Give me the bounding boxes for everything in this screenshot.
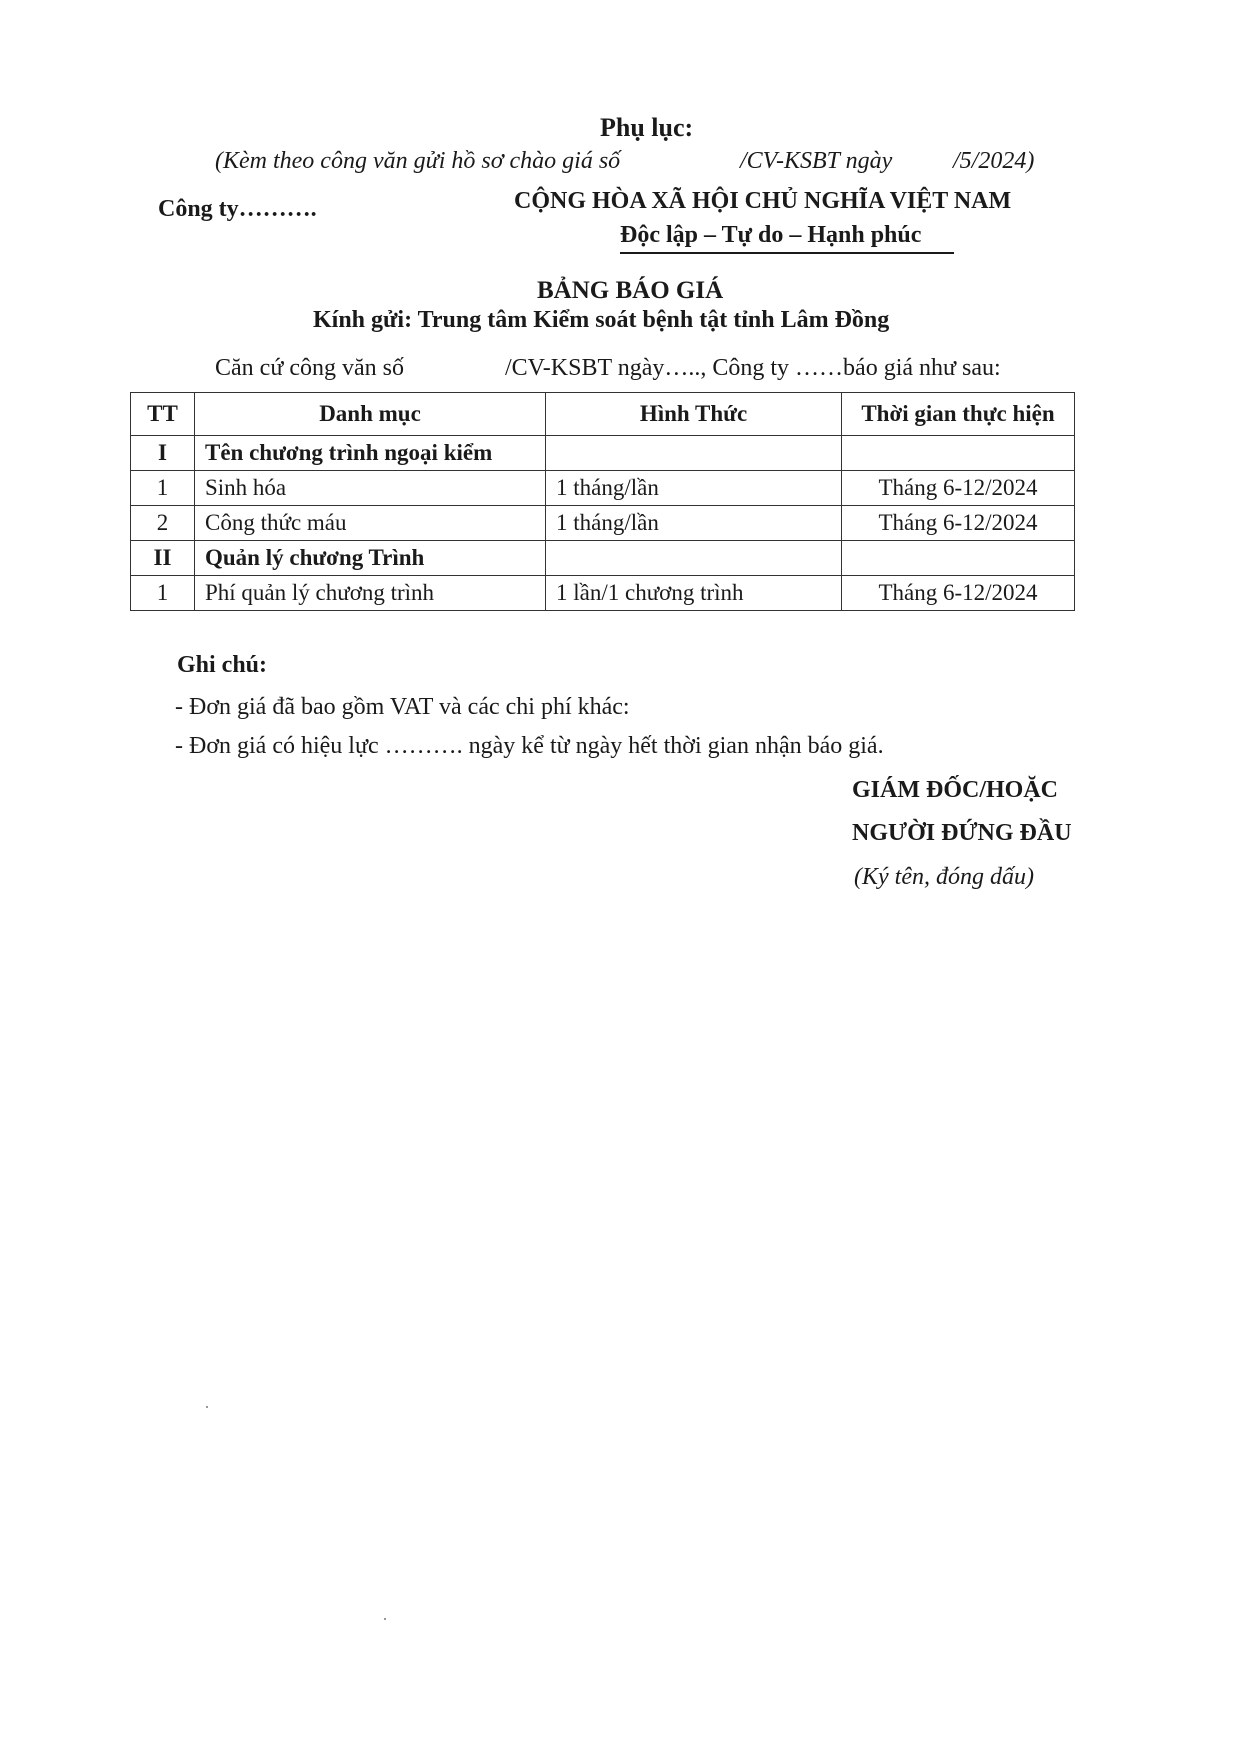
signature-note: (Ký tên, đóng dấu) [854, 864, 1034, 890]
table-row [131, 541, 1075, 576]
note-item: - Đơn giá có hiệu lực ………. ngày kể từ ngày hết thời gian nhận báo giá. [175, 733, 884, 759]
scan-speck [384, 1618, 386, 1620]
basis-part1: Căn cứ công văn số [215, 355, 404, 381]
row-time: Tháng 6-12/2024 [842, 576, 1075, 611]
row-tt: 2 [131, 506, 195, 541]
table-row [131, 471, 1075, 506]
header-item: Danh mục [195, 393, 546, 436]
signer-title-line2: NGƯỜI ĐỨNG ĐẦU [852, 820, 1072, 846]
row-item: Công thức máu [195, 506, 546, 541]
note-item: - Đơn giá đã bao gồm VAT và các chi phí khác: [175, 694, 630, 720]
signer-title-line1: GIÁM ĐỐC/HOẶC [852, 777, 1058, 803]
row-form [546, 541, 842, 576]
table-row [131, 436, 1075, 471]
appendix-title: Phụ lục: [600, 113, 694, 142]
header-time: Thời gian thực hiện [842, 393, 1075, 436]
recipient-line: Kính gửi: Trung tâm Kiểm soát bệnh tật tỉnh Lâm Đồng [313, 307, 890, 333]
row-form: 1 lần/1 chương trình [546, 576, 842, 611]
row-form [546, 436, 842, 471]
row-tt: II [131, 541, 195, 576]
row-time: Tháng 6-12/2024 [842, 471, 1075, 506]
nation-heading: CỘNG HÒA XÃ HỘI CHỦ NGHĨA VIỆT NAM [514, 188, 1012, 214]
company-name: Công ty………. [158, 196, 317, 222]
row-form: 1 tháng/lần [546, 506, 842, 541]
scan-speck [206, 1406, 208, 1408]
row-time [842, 541, 1075, 576]
row-tt: 1 [131, 576, 195, 611]
header-tt: TT [131, 393, 195, 436]
row-item: Sinh hóa [195, 471, 546, 506]
row-time: Tháng 6-12/2024 [842, 506, 1075, 541]
row-item: Tên chương trình ngoại kiểm [195, 436, 546, 471]
table-row [131, 576, 1075, 611]
notes-title: Ghi chú: [177, 652, 268, 678]
appendix-ref-part1: (Kèm theo công văn gửi hồ sơ chào giá số [215, 148, 621, 174]
table-row [131, 506, 1075, 541]
document-title: BẢNG BÁO GIÁ [537, 277, 724, 304]
basis-line [215, 355, 1075, 385]
motto-underline [620, 252, 954, 254]
row-form: 1 tháng/lần [546, 471, 842, 506]
row-time [842, 436, 1075, 471]
appendix-reference [215, 148, 1075, 178]
basis-part2: /CV-KSBT ngày….., Công ty ……báo giá như sau: [505, 355, 1001, 381]
appendix-ref-part3: /5/2024) [953, 148, 1035, 174]
row-tt: 1 [131, 471, 195, 506]
appendix-ref-part2: /CV-KSBT ngày [740, 148, 893, 174]
row-item: Phí quản lý chương trình [195, 576, 546, 611]
motto: Độc lập – Tự do – Hạnh phúc [620, 222, 922, 248]
header-form: Hình Thức [546, 393, 842, 436]
table-header-row [131, 393, 1075, 436]
row-item: Quản lý chương Trình [195, 541, 546, 576]
price-table [130, 392, 1075, 611]
row-tt: I [131, 436, 195, 471]
